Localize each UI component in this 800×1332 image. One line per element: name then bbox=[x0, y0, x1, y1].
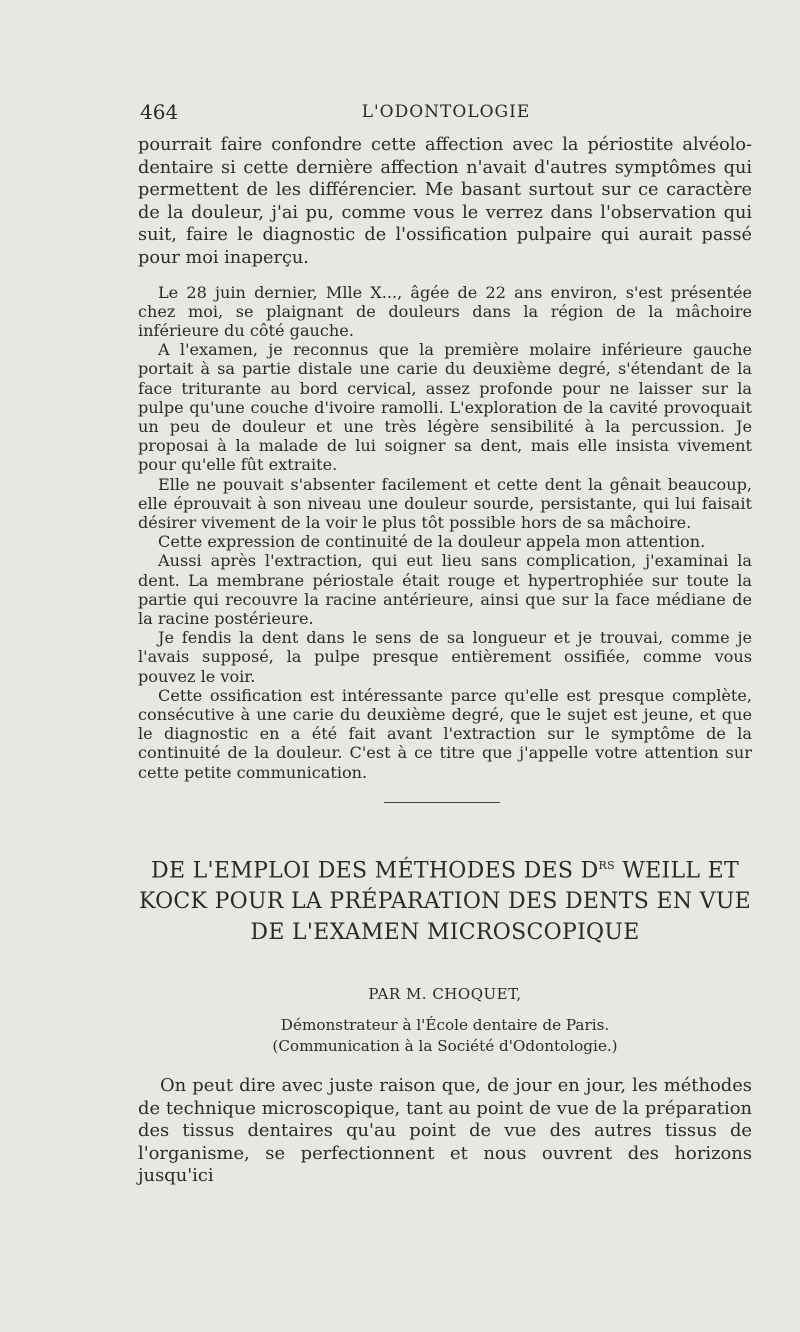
paragraph-examination: A l'examen, je reconnus que la première molaire inférieure gauche portait à sa partie distale une carie du deuxième degré, s'étendant de la face triturante au bord cervical, assez profonde pour ne laisser sur la pulpe qu'une couche d'ivoire ramolli. L'exploration de la cavité provoquait un peu de douleur et une très légère sensibilité à la percussion. Je proposai à la malade de lui soigner sa dent, mais elle insista vivement pour qu'elle fût extraite. bbox=[138, 340, 752, 475]
journal-title: L'ODONTOLOGIE bbox=[361, 102, 531, 122]
paragraph-tooth-split: Je fendis la dent dans le sens de sa longueur et je trouvai, comme je l'avais supposé, la pulpe presque entièrement ossifiée, comme vous pouvez le voir. bbox=[138, 628, 752, 686]
article-title-part2: WEILL ET KOCK POUR LA PRÉPARATION DES DENTS EN VUE DE L'EXAMEN MICROSCOPIQUE bbox=[138, 858, 752, 946]
paragraph-continuity: Cette expression de continuité de la douleur appela mon attention. bbox=[158, 532, 706, 552]
article-title-superscript: RS bbox=[598, 859, 615, 872]
section-divider bbox=[384, 802, 500, 803]
article-intro-paragraph: On peut dire avec juste raison que, de jour en jour, les méthodes de technique microscopique, tant au point de vue de la préparation des tissus dentaires qu'au point de vue des autres tissus de l'organisme, se perfectionnent et nous ouvrent des horizons jusqu'ici bbox=[138, 1075, 752, 1186]
author-affiliation bbox=[138, 1015, 752, 1057]
article-title bbox=[120, 850, 770, 948]
paragraph-extraction: Aussi après l'extraction, qui eut lieu sans complication, j'examinai la dent. La membrane périostale était rouge et hypertrophiée sur toute la partie qui recouvre la racine antérieure, ainsi que sur la face médiane de la racine postérieure. bbox=[138, 551, 752, 629]
body-text bbox=[138, 134, 752, 782]
running-head bbox=[140, 100, 752, 126]
paragraph-conclusion: Cette ossification est intéressante parce qu'elle est presque complète, consécutive à une carie du deuxième degré, que le sujet est jeune, et que le diagnostic en a été fait avant l'extraction sur le symptôme de la continuité de la douleur. C'est à ce titre que j'appelle votre attention sur cette petite communication. bbox=[138, 685, 752, 782]
affiliation-line-1: Démonstrateur à l'École dentaire de Paris. bbox=[280, 1016, 610, 1034]
page-number: 464 bbox=[140, 100, 179, 124]
affiliation-line-2: (Communication à la Société d'Odontologie.) bbox=[272, 1037, 618, 1055]
paragraph-case-intro: Le 28 juin dernier, Mlle X..., âgée de 22 ans environ, s'est présentée chez moi, se plaignant de douleurs dans la région de la mâchoire inférieure du côté gauche. bbox=[138, 282, 752, 340]
article-title-part1: DE L'EMPLOI DES MÉTHODES DES D bbox=[151, 858, 599, 884]
paragraph-patient-pain: Elle ne pouvait s'absenter facilement et cette dent la gênait beaucoup, elle éprouvait à son niveau une douleur sourde, persistante, qui lui faisait désirer vivement de la voir le plus tôt possible hors de sa mâchoire. bbox=[138, 474, 752, 532]
article-byline: PAR M. CHOQUET, bbox=[368, 985, 522, 1003]
paragraph-continuation: pourrait faire confondre cette affection avec la périostite alvéolo-dentaire si cette dernière affection n'avait d'autres symptômes qui permettent de les différencier. Me basant surtout sur ce caractère de la douleur, j'ai pu, comme vous le verrez dans l'observation qui suit, faire le diagnostic de l'ossification pulpaire qui aurait passé pour moi inaperçu. bbox=[138, 135, 752, 268]
